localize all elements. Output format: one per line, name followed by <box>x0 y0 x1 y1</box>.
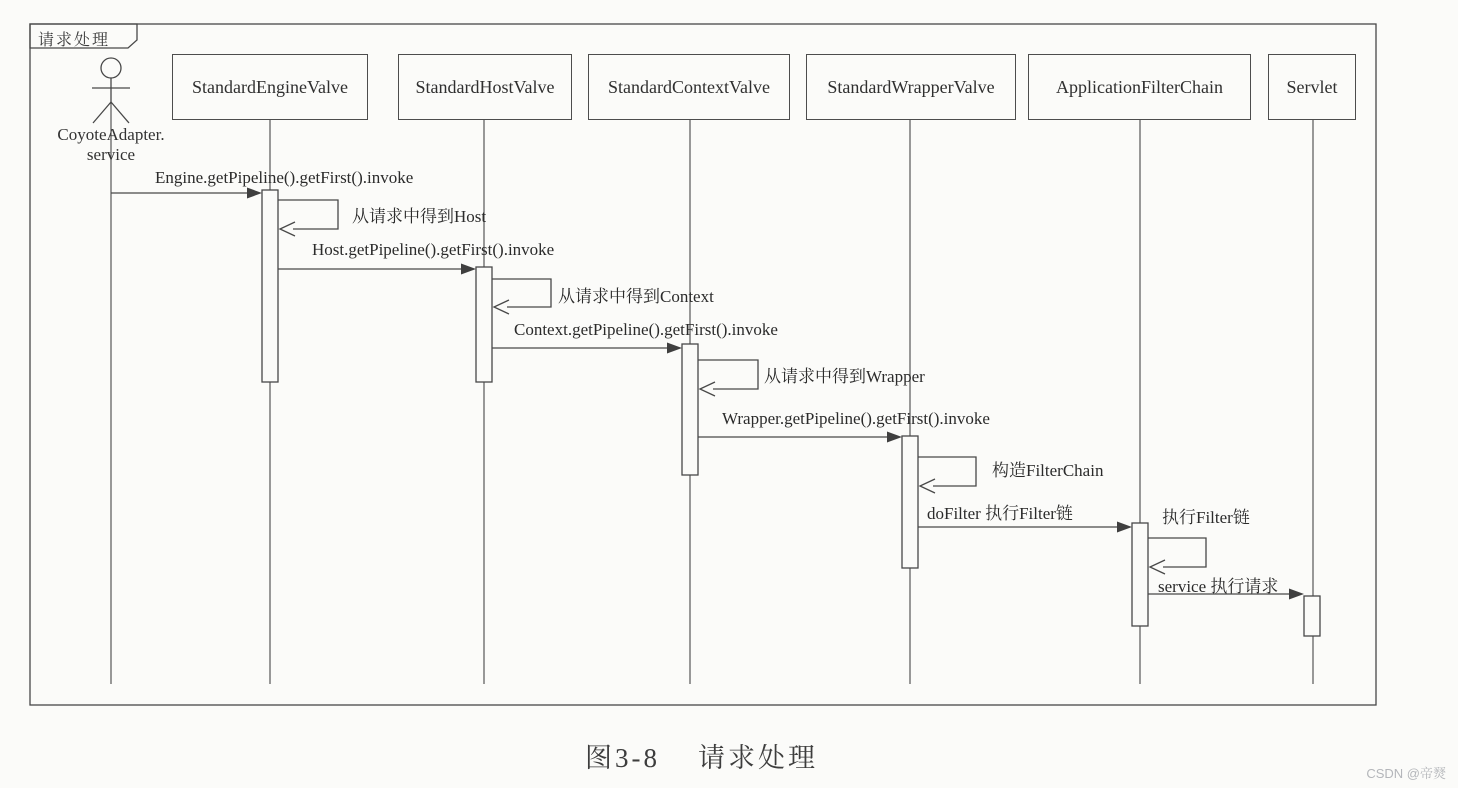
frame-label: 请求处理 <box>38 32 111 49</box>
actor-leg-left <box>93 102 111 123</box>
participant-label: StandardHostValve <box>415 76 555 97</box>
self-loop-build-filterchain <box>918 457 976 486</box>
actor-head <box>101 58 121 78</box>
actor-name-line2: service <box>86 145 136 164</box>
self-loop-get-wrapper-arrowhead <box>700 382 715 396</box>
message-label-wrapper-invoke: Wrapper.getPipeline().getFirst().invoke <box>722 409 990 428</box>
self-loop-run-filterchain <box>1148 538 1206 567</box>
participant-standard-host-valve <box>398 54 572 120</box>
frame-border <box>30 24 1376 705</box>
self-loop-get-wrapper <box>698 360 758 389</box>
participant-label: Servlet <box>1286 76 1338 97</box>
activation-engine-valve <box>262 190 278 382</box>
message-label-build-filterchain: 构造FilterChain <box>992 461 1104 480</box>
participant-standard-context-valve <box>588 54 790 120</box>
participant-label: StandardContextValve <box>608 76 770 97</box>
self-loop-get-context <box>492 279 551 307</box>
arrowhead-context-invoke <box>667 343 682 354</box>
actor-leg-right <box>111 102 129 123</box>
arrowhead-service <box>1289 589 1304 600</box>
activation-host-valve <box>476 267 492 382</box>
participant-label: StandardWrapperValve <box>827 76 995 97</box>
participant-servlet <box>1268 54 1356 120</box>
arrowhead-engine-invoke <box>247 188 262 199</box>
message-label-get-context: 从请求中得到Context <box>558 287 714 306</box>
message-label-get-wrapper: 从请求中得到Wrapper <box>764 367 925 386</box>
actor-name-line1: CoyoteAdapter. <box>57 125 165 144</box>
participant-application-filter-chain <box>1028 54 1251 120</box>
self-loop-get-context-arrowhead <box>494 300 509 314</box>
activation-wrapper-valve <box>902 436 918 568</box>
message-label-get-host: 从请求中得到Host <box>352 207 487 226</box>
message-label-host-invoke: Host.getPipeline().getFirst().invoke <box>312 240 555 259</box>
self-loop-get-host-arrowhead <box>280 222 295 236</box>
activation-servlet <box>1304 596 1320 636</box>
watermark: CSDN @帝燹 <box>1366 766 1446 781</box>
activation-context-valve <box>682 344 698 475</box>
message-label-engine-invoke: Engine.getPipeline().getFirst().invoke <box>155 168 414 187</box>
arrowhead-host-invoke <box>461 264 476 275</box>
message-label-service: service 执行请求 <box>1158 577 1279 596</box>
figure-caption-title: 请求处理 <box>698 743 818 773</box>
figure-caption-number: 图3-8 <box>585 743 660 773</box>
self-loop-build-filterchain-arrowhead <box>920 479 935 493</box>
self-loop-get-host <box>278 200 338 229</box>
participant-standard-wrapper-valve <box>806 54 1016 120</box>
message-label-context-invoke: Context.getPipeline().getFirst().invoke <box>514 320 778 339</box>
arrowhead-wrapper-invoke <box>887 432 902 443</box>
arrowhead-dofilter <box>1117 522 1132 533</box>
activation-filter-chain <box>1132 523 1148 626</box>
participant-label: ApplicationFilterChain <box>1056 76 1223 97</box>
participant-standard-engine-valve <box>172 54 368 120</box>
figure-caption <box>585 736 818 775</box>
participant-label: StandardEngineValve <box>192 76 348 97</box>
message-label-dofilter: doFilter 执行Filter链 <box>927 504 1073 523</box>
message-label-run-filterchain: 执行Filter链 <box>1162 508 1250 527</box>
